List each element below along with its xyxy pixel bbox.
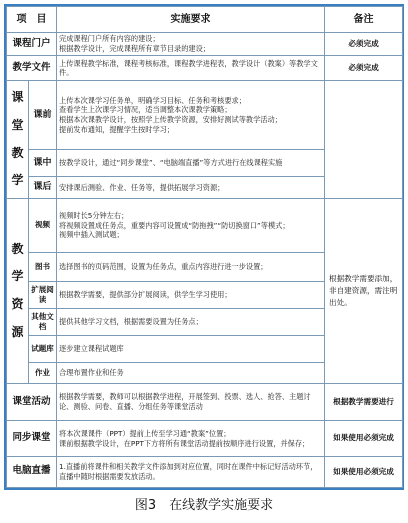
req-docs: 上传课程教学标准，课程考核标准，课程教学进程表，教学设计（教案）等教学文件。 (57, 56, 325, 81)
note-activities: 根据教学需要进行 (325, 383, 403, 420)
req-mid: 按教学设计，通过“同步课堂”、“电脑端直播”等方式进行在线课程实施 (57, 150, 325, 177)
note-docs: 必须完成 (325, 56, 403, 81)
sub-label-books: 图书 (29, 253, 57, 282)
sub-label-otherdocs: 其他文档 (29, 309, 57, 336)
header-requirements: 实施要求 (57, 7, 325, 33)
sub-label-testbank: 试题库 (29, 336, 57, 363)
req-activities: 根据教学需要，教师可以根据教学进程，开展签到、投票、选人、抢答、主题讨论、测验、问卷、直播、分组任务等课堂活动 (57, 383, 325, 420)
requirements-table (6, 6, 403, 488)
req-live: 1.直播前将课件和相关教学文件添加到对应位置，同时在课件中标记好活动环节，直播中随时根据需要发放活动。 (57, 456, 325, 487)
table-row (7, 456, 403, 487)
header-item: 项 目 (7, 7, 57, 33)
sub-label-video: 视频 (29, 199, 57, 253)
row-label-sync: 同步课堂 (7, 421, 57, 456)
req-video: 视频时长5分钟左右； 将视频设置成任务点，重要内容可设置成“防拖拽”“防切换窗口”等模式； 视频中插入测试题； (57, 199, 325, 253)
row-label-portal: 课程门户 (7, 32, 57, 55)
table-row (7, 81, 403, 150)
row-label-classroom: 课 堂 教 学 (7, 81, 29, 199)
note-portal: 必须完成 (325, 32, 403, 55)
req-pre: 上传本次课学习任务单，明确学习目标、任务和考核要求； 查看学生上次课学习情况，适当调整本次课教学策略； 根据本次课教学设计，按照学上传教学资源，安排好测试等教学活动； 提前发布通知，提醒学生按时学习； (57, 81, 325, 150)
row-label-resources: 教 学 资 源 (7, 199, 29, 384)
req-otherdocs: 提供其他学习文档，根据需要设置为任务点； (57, 309, 325, 336)
sub-label-homework: 作业 (29, 363, 57, 384)
table-header-row (7, 7, 403, 33)
figure-caption: 图3 在线教学实施要求 (134, 498, 274, 513)
req-testbank: 逐步建立课程试题库 (57, 336, 325, 363)
sub-label-post: 课后 (29, 176, 57, 198)
table-row (7, 199, 403, 253)
row-label-live: 电脑直播 (7, 456, 57, 487)
row-label-docs: 教学文件 (7, 56, 57, 81)
table-row (7, 421, 403, 456)
sub-label-pre: 课前 (29, 81, 57, 150)
req-extended: 根据教学需要，提供部分扩展阅读，供学生学习使用； (57, 282, 325, 309)
table-row (7, 56, 403, 81)
header-notes: 备注 (325, 7, 403, 33)
sub-label-mid: 课中 (29, 150, 57, 177)
req-homework: 合理布置作业和任务 (57, 363, 325, 384)
req-post: 安排课后测验、作业、任务等，提供拓展学习资源； (57, 176, 325, 198)
req-sync: 将本次课课件（PPT）提前上传至学习通“教案”位置； 课前根据教学设计，在PPT下方将所有课堂活动提前按顺序进行设置，并保存； (57, 421, 325, 456)
requirements-table-frame (4, 4, 404, 490)
note-live: 如果使用必须完成 (325, 456, 403, 487)
note-classroom (325, 81, 403, 199)
table-row (7, 383, 403, 420)
note-sync: 如果使用必须完成 (325, 421, 403, 456)
row-label-activities: 课堂活动 (7, 383, 57, 420)
req-books: 选择图书的页码范围，设置为任务点，重点内容进行进一步设置； (57, 253, 325, 282)
sub-label-extended: 扩展阅读 (29, 282, 57, 309)
note-resources: 根据教学需要添加，非自建资源，需注明出处。 (325, 199, 403, 384)
req-portal: 完成课程门户所有内容的建设； 根据教学设计，完成课程所有章节目录的建设； (57, 32, 325, 55)
table-row (7, 32, 403, 55)
